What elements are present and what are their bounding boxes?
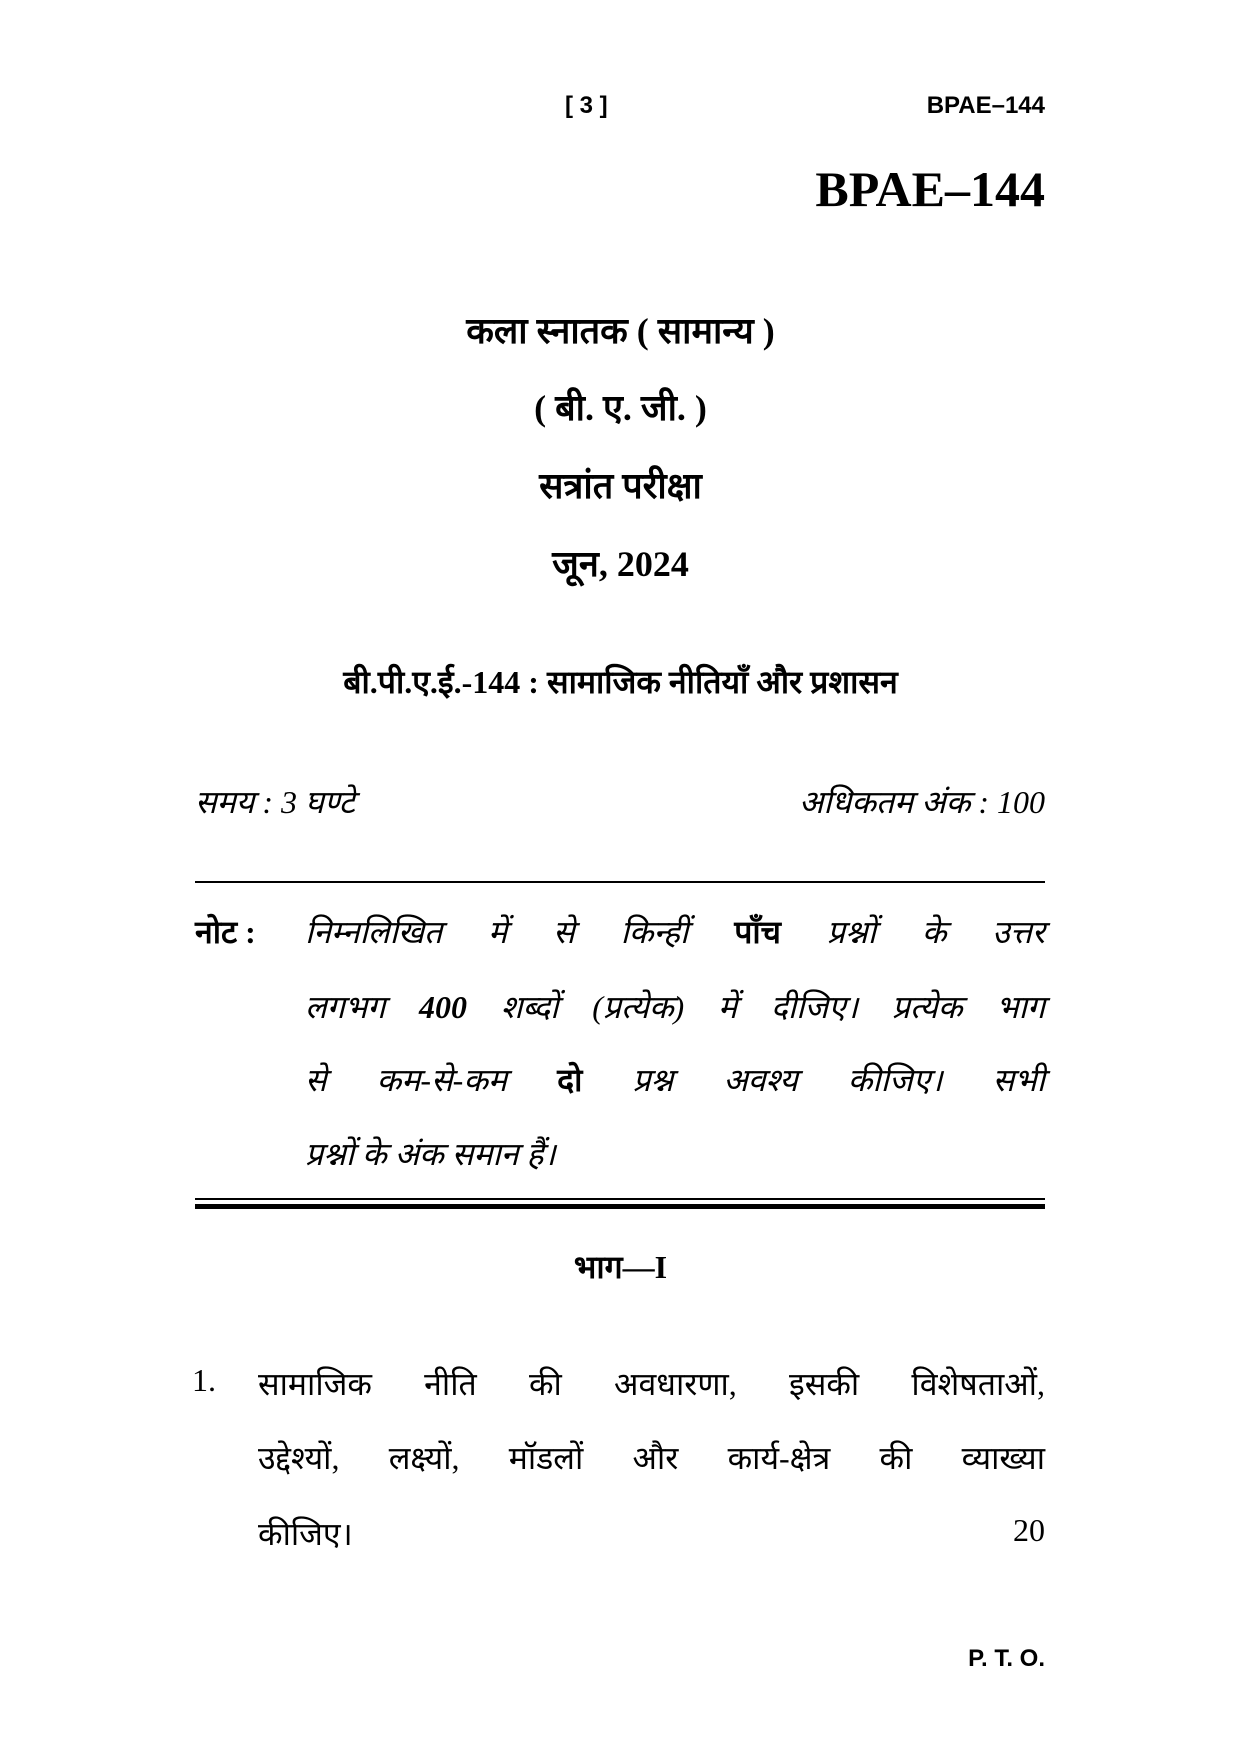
note-label: नोट : bbox=[195, 914, 256, 950]
note-text: शब्दों (प्रत्येक) में दीजिए। प्रत्येक भाग bbox=[467, 989, 1045, 1025]
question-marks: 20 bbox=[1013, 1512, 1045, 1548]
section-heading: भाग—I bbox=[573, 1249, 668, 1285]
note-line bbox=[305, 910, 1045, 953]
note-text: प्रश्नों के उत्तर bbox=[781, 914, 1046, 950]
note-text: निम्नलिखित में से किन्हीं bbox=[305, 914, 735, 950]
note-line bbox=[305, 985, 1045, 1028]
note-emphasis: पाँच bbox=[734, 914, 781, 950]
note-emphasis: दो bbox=[557, 1062, 583, 1098]
programme-title: कला स्नातक ( सामान्य ) bbox=[466, 311, 775, 351]
double-rule-thin bbox=[195, 1198, 1045, 1200]
note-line: प्रश्नों के अंक समान हैं। bbox=[305, 1136, 556, 1172]
note-text: प्रश्न अवश्य कीजिए। सभी bbox=[582, 1062, 1045, 1098]
note-text: से कम-से-कम bbox=[305, 1062, 558, 1098]
note-text: लगभग bbox=[305, 989, 419, 1025]
question-number: 1. bbox=[192, 1362, 216, 1398]
maximum-marks: अधिकतम अंक : 100 bbox=[798, 784, 1045, 820]
please-turn-over: P. T. O. bbox=[968, 1645, 1045, 1672]
note-line bbox=[305, 1058, 1045, 1101]
course-title: बी.पी.ए.ई.-144 : सामाजिक नीतियाँ और प्रशासन bbox=[343, 664, 898, 700]
double-rule-thick bbox=[195, 1204, 1045, 1209]
paper-code: BPAE–144 bbox=[815, 161, 1045, 217]
header-code: BPAE–144 bbox=[926, 92, 1045, 119]
exam-title: सत्रांत परीक्षा bbox=[539, 466, 702, 506]
question-line: कीजिए। bbox=[258, 1516, 353, 1552]
question-line: सामाजिक नीति की अवधारणा, इसकी विशेषताओं, bbox=[258, 1366, 1045, 1402]
time-allowed: समय : 3 घण्टे bbox=[195, 784, 355, 820]
programme-code: ( बी. ए. जी. ) bbox=[534, 388, 707, 428]
page-number: [ 3 ] bbox=[565, 92, 608, 119]
exam-date: जून, 2024 bbox=[552, 544, 689, 584]
divider bbox=[195, 881, 1045, 883]
note-emphasis: 400 bbox=[419, 989, 467, 1025]
question-line: उद्देश्यों, लक्ष्यों, मॉडलों और कार्य-क्षेत्र की व्याख्या bbox=[258, 1440, 1045, 1476]
